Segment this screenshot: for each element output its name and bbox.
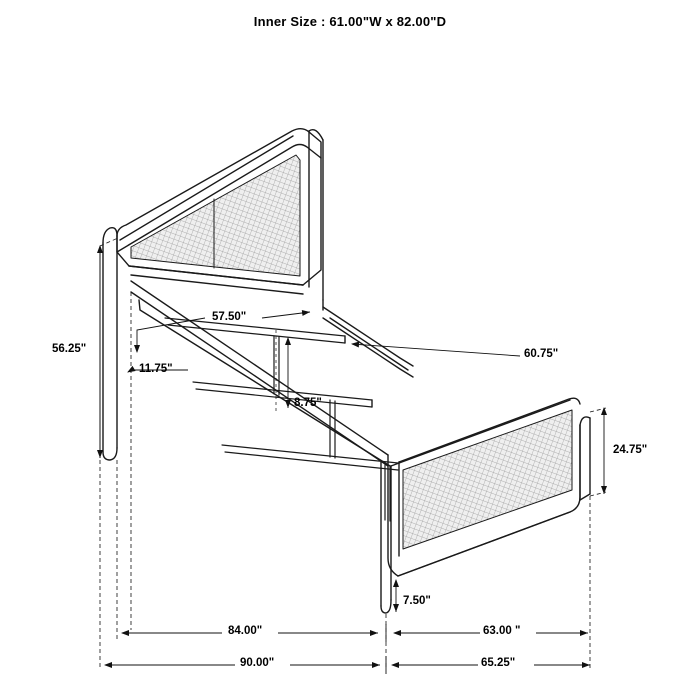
dimension-label-footboard-height: 24.75" bbox=[613, 444, 648, 456]
dimension-label-side-rail-length: 60.75" bbox=[524, 348, 559, 360]
dimension-label-headboard-height: 56.25" bbox=[52, 343, 87, 355]
dimension-label-slat-support-height: 8.75" bbox=[294, 397, 322, 409]
dimension-label-overall-left: 90.00" bbox=[240, 657, 275, 669]
dimension-label-depth-left: 84.00" bbox=[228, 625, 263, 637]
page-title: Inner Size : 61.00"W x 82.00"D bbox=[253, 14, 447, 29]
dimension-label-rail-height-head: 11.75" bbox=[139, 363, 173, 375]
dimension-label-headboard-width: 57.50" bbox=[212, 311, 247, 323]
dimension-label-overall-right: 65.25" bbox=[481, 657, 516, 669]
dimension-label-depth-right: 63.00 " bbox=[483, 625, 521, 637]
dimension-label-footboard-clearance: 7.50" bbox=[403, 595, 431, 607]
